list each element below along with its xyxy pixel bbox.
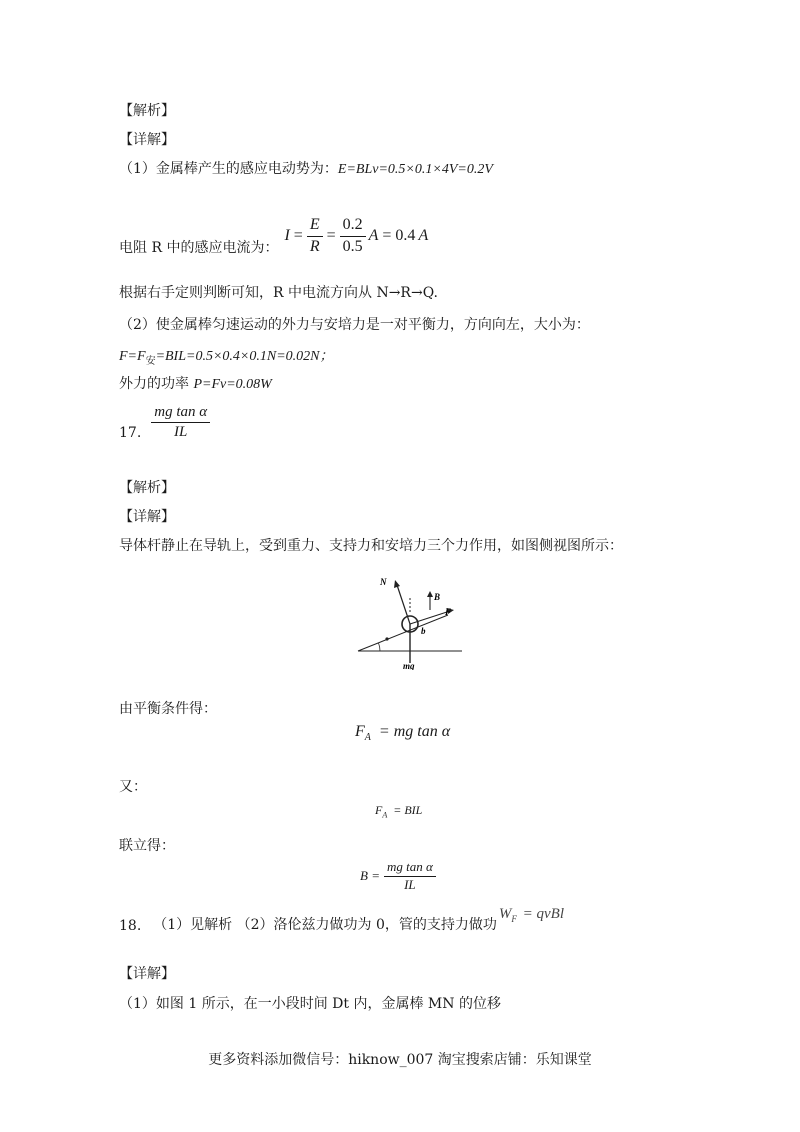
power-formula: P=Fv=0.08W bbox=[193, 377, 272, 392]
again-label: 又： bbox=[119, 779, 147, 795]
label-f: F bbox=[445, 607, 452, 617]
eq1-f: F bbox=[355, 723, 365, 740]
page-footer: 更多资料添加微信号：hiknow_007 淘宝搜索店铺：乐知课堂 bbox=[208, 1052, 592, 1068]
combine-label: 联立得： bbox=[119, 838, 175, 854]
normal-force-arrow bbox=[394, 580, 400, 588]
eq2-f: F bbox=[375, 803, 383, 817]
force-rest: =BIL=0.5×0.4×0.1N=0.02N； bbox=[155, 349, 334, 364]
frac-num: 0.2 bbox=[340, 216, 366, 236]
detail-heading-18: 【详解】 bbox=[119, 966, 175, 982]
eq1-sub: A bbox=[364, 732, 371, 744]
label-n: N bbox=[380, 577, 387, 587]
equation-2 bbox=[375, 803, 422, 819]
power-prefix: 外力的功率 bbox=[119, 376, 194, 392]
right-hand-rule-text: 根据右手定则判断可知，R 中电流方向从 N→R→Q. bbox=[119, 285, 438, 301]
current-line bbox=[119, 210, 428, 262]
question-number-17: 17. bbox=[119, 424, 142, 441]
work-rhs: = qvBl bbox=[522, 906, 565, 922]
analysis-heading-17: 【解析】 bbox=[119, 480, 175, 496]
equation-1 bbox=[355, 723, 450, 743]
eq3-num: mg tan α bbox=[384, 860, 436, 877]
work-w: W bbox=[498, 906, 512, 922]
label-b: B bbox=[434, 592, 441, 602]
rail-dot bbox=[385, 637, 388, 640]
question-number-18: 18. bbox=[119, 918, 142, 934]
frac-den: 0.5 bbox=[342, 237, 363, 255]
emf-formula: E=BLv=0.5×0.1×4V=0.2V bbox=[337, 162, 493, 177]
detail-heading-17: 【详解】 bbox=[119, 509, 175, 525]
angle-arc bbox=[379, 643, 381, 651]
unit-a: A bbox=[368, 227, 379, 244]
answer-17-fraction bbox=[151, 404, 210, 442]
field-b-arrow bbox=[427, 591, 433, 597]
balance-condition: 由平衡条件得： bbox=[119, 701, 217, 717]
force-f: F=F bbox=[119, 349, 146, 364]
eq3-lhs: B = bbox=[360, 868, 380, 884]
balance-force-text: （2）使金属棒匀速运动的外力与安培力是一对平衡力，方向向左，大小为： bbox=[119, 317, 590, 333]
label-rod-b: b bbox=[421, 626, 426, 636]
work-formula bbox=[499, 906, 564, 924]
eq1-rhs: = mg tan α bbox=[378, 723, 451, 740]
force-intro: 导体杆静止在导轨上，受到重力、支持力和安培力三个力作用，如图侧视图所示： bbox=[119, 538, 623, 554]
force-formula bbox=[119, 345, 333, 367]
current-prefix: 电阻 R 中的感应电流为： bbox=[119, 240, 279, 256]
eq2-rhs: = BIL bbox=[393, 803, 423, 817]
current-formula: I = $\frac{E}{R}$ = $\frac{0.2}{0.5}$ A = 0.4 A bbox=[284, 216, 429, 255]
current-symbol: I bbox=[284, 227, 290, 244]
emf-line bbox=[119, 158, 493, 178]
power-line bbox=[119, 373, 272, 393]
current-result: = 0.4 bbox=[382, 227, 416, 244]
equation-3 bbox=[360, 860, 436, 893]
emf-prefix: （1）金属棒产生的感应电动势为： bbox=[119, 161, 338, 177]
eq3-den: IL bbox=[404, 876, 416, 892]
force-sub: 安 bbox=[145, 355, 156, 367]
answer-18-text: （1）见解析 （2）洛伦兹力做功为 0，管的支持力做功 bbox=[153, 917, 497, 933]
frac-r: R bbox=[309, 237, 320, 255]
eq2-sub: A bbox=[382, 810, 388, 820]
detail-heading-16: 【详解】 bbox=[119, 132, 175, 148]
answer-18 bbox=[119, 906, 565, 934]
displacement-text: （1）如图 1 所示，在一小段时间 Dt 内，金属棒 MN 的位移 bbox=[119, 996, 501, 1012]
frac-e: E bbox=[307, 216, 323, 236]
answer-17 bbox=[119, 404, 210, 442]
work-sub: F bbox=[511, 914, 517, 924]
answer-17-den: IL bbox=[174, 424, 188, 441]
answer-17-num: mg tan α bbox=[151, 404, 210, 423]
label-mg: mg bbox=[403, 661, 415, 670]
unit-a2: A bbox=[418, 227, 429, 244]
analysis-heading-16: 【解析】 bbox=[119, 103, 175, 119]
force-diagram bbox=[350, 570, 470, 670]
